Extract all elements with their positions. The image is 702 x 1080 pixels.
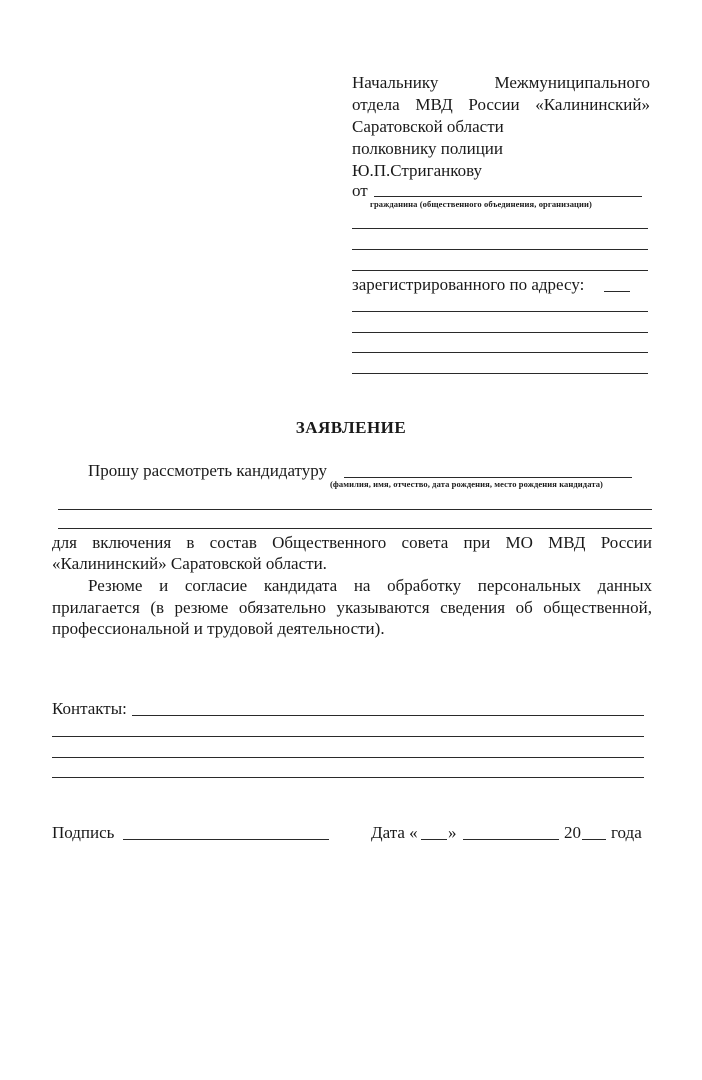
request-label: Прошу рассмотреть кандидатуру [88,461,328,480]
candidate-field-line-3[interactable] [58,528,652,529]
year-prefix: 20 [564,823,581,842]
from-label: от [352,181,368,200]
from-hint: гражданина (общественного объединения, организации) [370,199,592,209]
candidate-field-line-2[interactable] [58,509,652,510]
date-year-field[interactable] [582,839,606,840]
contacts-field[interactable] [132,715,644,716]
signature-label: Подпись [52,823,115,842]
addressee-name: Ю.П.Стриганкову [352,161,483,180]
addressee-line-4: полковнику полиции [352,139,503,158]
date-label: Дата « [371,823,418,842]
address-field-line-2[interactable] [352,332,648,333]
addressee-line-2: отдела МВД России «Калининский» [352,95,650,114]
signature-field[interactable] [123,839,329,840]
from-field[interactable] [374,196,642,197]
address-field-line-3[interactable] [352,352,648,353]
resume-text-line-2: прилагается (в резюме обязательно указываются сведения об общественной, [52,598,652,617]
from-field-line-2[interactable] [352,228,648,229]
address-label: зарегистрированного по адресу: [352,275,585,294]
addressee-line-3: Саратовской области [352,117,504,136]
candidate-hint: (фамилия, имя, отчество, дата рождения, место рождения кандидата) [330,479,603,489]
date-day-field[interactable] [421,839,447,840]
contacts-field-line-2[interactable] [52,736,644,737]
candidate-field[interactable] [344,477,632,478]
resume-text-line-3: профессиональной и трудовой деятельности). [52,619,385,638]
address-field-line-1[interactable] [352,311,648,312]
year-suffix: года [611,823,642,842]
contacts-field-line-4[interactable] [52,777,644,778]
inclusion-text-line-2: «Калининский» Саратовской области. [52,554,327,573]
addressee-line-1 [352,72,650,94]
from-field-line-4[interactable] [352,270,648,271]
contacts-label: Контакты: [52,699,127,718]
addressee-title: Начальнику [352,73,439,92]
from-field-line-3[interactable] [352,249,648,250]
document-title: ЗАЯВЛЕНИЕ [295,418,407,437]
resume-text-line-1: Резюме и согласие кандидата на обработку персональных данных [88,576,652,595]
addressee-department: Межмуниципального [494,73,650,92]
date-close-quote: » [448,823,457,842]
address-field-line-4[interactable] [352,373,648,374]
contacts-field-line-3[interactable] [52,757,644,758]
inclusion-text-line-1: для включения в состав Общественного совета при МО МВД России [52,533,652,552]
address-field-inline[interactable] [604,291,630,292]
date-month-field[interactable] [463,839,559,840]
